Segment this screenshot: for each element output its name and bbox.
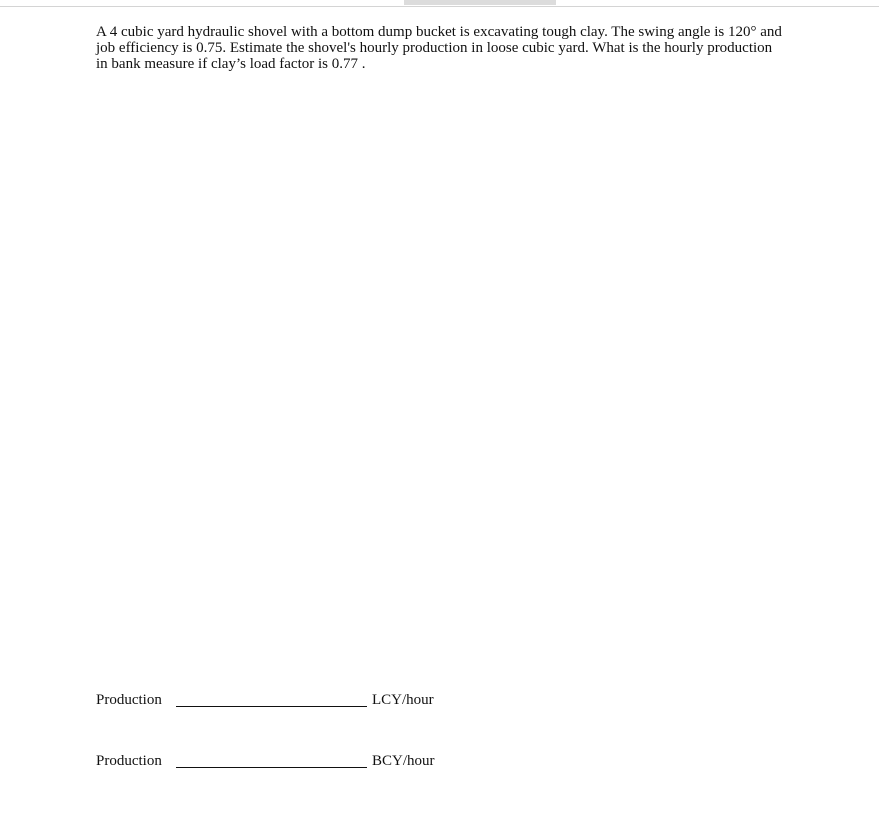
top-scroll-tab bbox=[404, 0, 556, 5]
unit-label-bank: BCY/hour bbox=[372, 753, 435, 769]
production-label-bank: Production bbox=[96, 753, 162, 769]
top-divider bbox=[0, 6, 879, 7]
problem-statement: A 4 cubic yard hydraulic shovel with a bottom dump bucket is excavating tough clay. The swing angle is 120° and job efficiency is 0.75. Estimate the shovel's hourly production in loose cubic yard. What is the hourly production in bank measure if clay’s load factor is 0.77 . bbox=[96, 24, 782, 72]
unit-label-loose: LCY/hour bbox=[372, 692, 434, 708]
production-label-loose: Production bbox=[96, 692, 162, 708]
answer-blank-bank[interactable] bbox=[176, 767, 367, 768]
answer-blank-loose[interactable] bbox=[176, 706, 367, 707]
